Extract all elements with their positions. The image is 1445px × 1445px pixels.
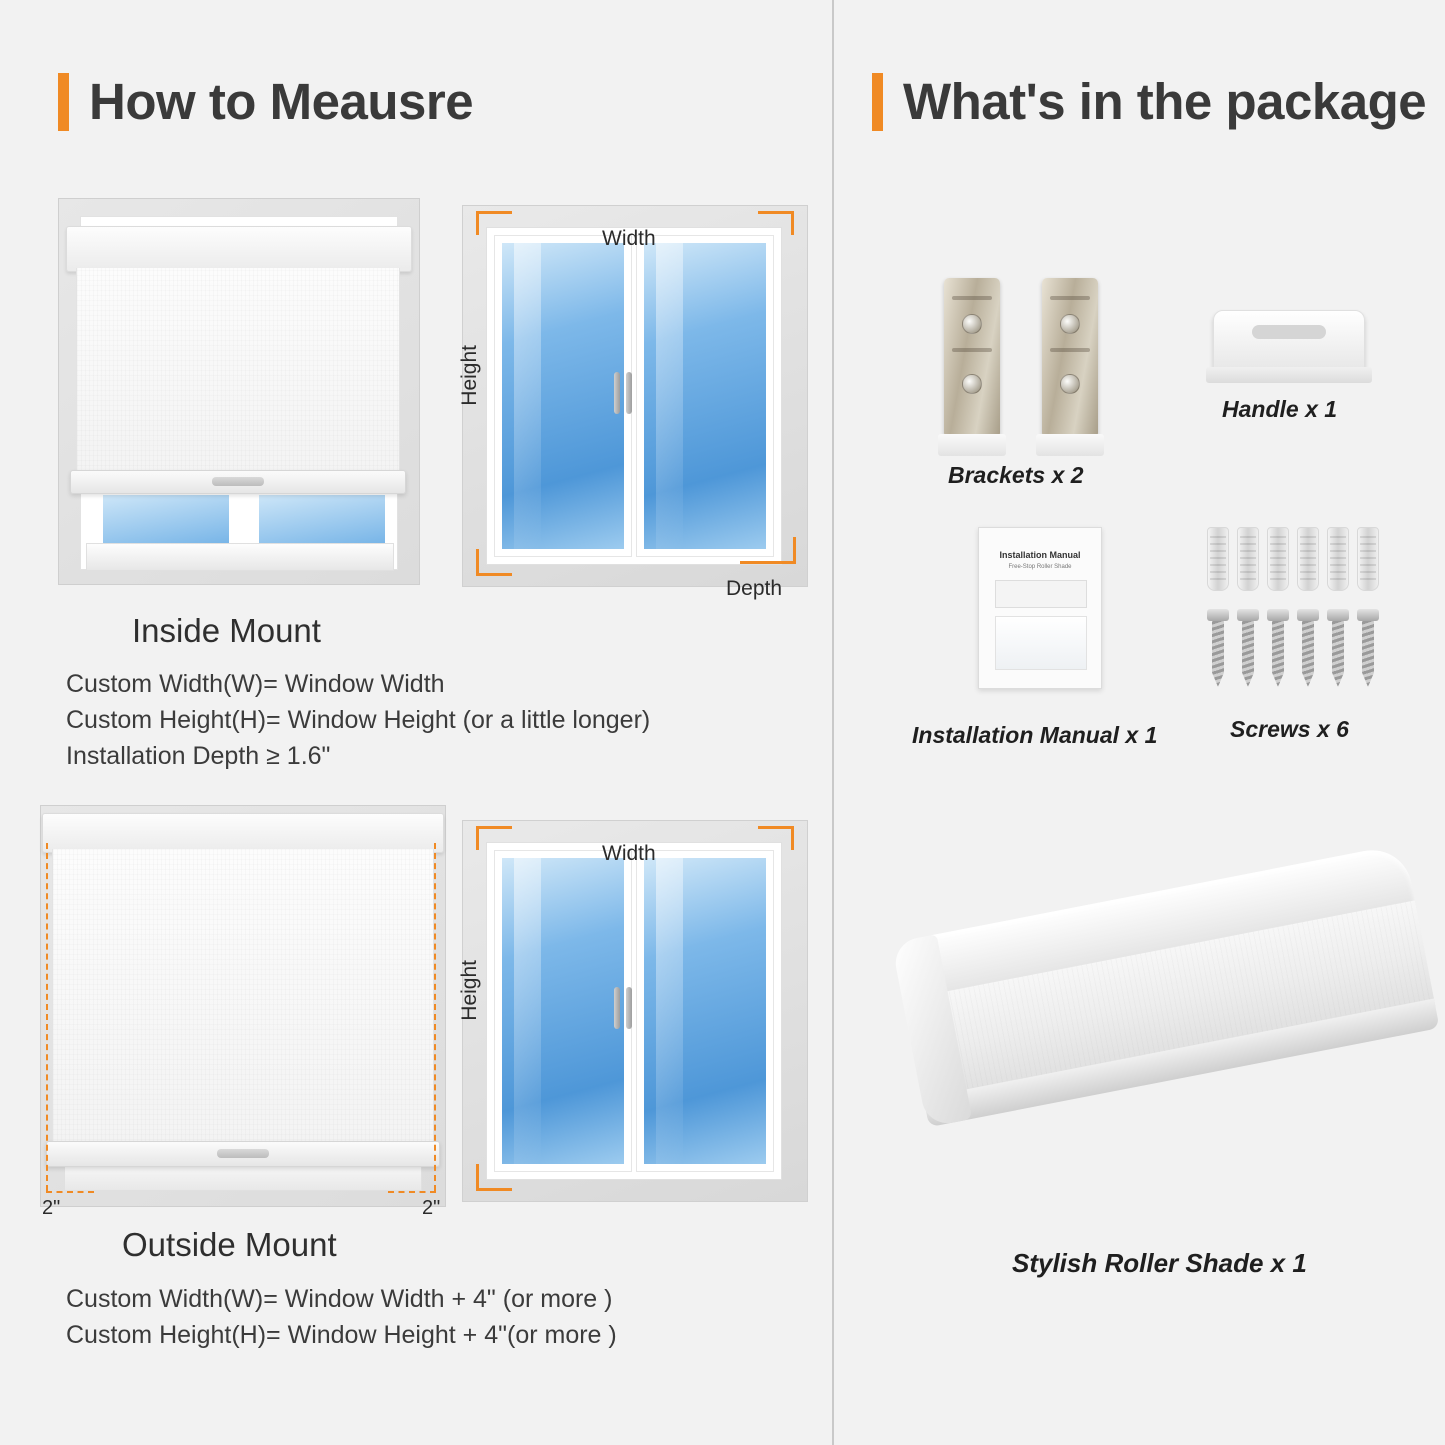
screw-1 bbox=[1211, 609, 1225, 687]
screw-4 bbox=[1301, 609, 1315, 687]
handle-caption: Handle x 1 bbox=[1222, 396, 1338, 422]
inside-mount-shade-illustration bbox=[58, 198, 418, 583]
measure-mark-depth-v bbox=[793, 537, 796, 563]
measure-mark-corner-bl bbox=[476, 549, 479, 573]
measure-mark-corner-tr bbox=[791, 826, 794, 850]
manual-cover-image bbox=[995, 616, 1087, 670]
measure-mark-bottom-left bbox=[476, 573, 512, 576]
handle-illustration bbox=[1205, 310, 1371, 396]
wall-anchor-3 bbox=[1267, 527, 1289, 591]
manual-caption: Installation Manual x 1 bbox=[912, 722, 1158, 748]
measure-mark-top-right bbox=[758, 211, 794, 214]
label-right-overhang: 2" bbox=[422, 1197, 441, 1219]
handle-slot bbox=[1252, 325, 1326, 339]
wall-anchor-1 bbox=[1207, 527, 1229, 591]
shade-fabric bbox=[52, 849, 434, 1145]
bracket-part-2 bbox=[1042, 278, 1098, 438]
shade-bottom-rail bbox=[46, 1141, 440, 1167]
screws-illustration bbox=[1205, 527, 1375, 697]
handle-part bbox=[1213, 310, 1365, 374]
label-width-outside: Width bbox=[602, 842, 656, 865]
window-handle-left bbox=[611, 372, 637, 416]
window-sash-right bbox=[637, 236, 773, 556]
measure-mark-corner-bl bbox=[476, 1164, 479, 1188]
window-sash-left bbox=[495, 236, 631, 556]
wall-anchor-2 bbox=[1237, 527, 1259, 591]
window-handle-left bbox=[611, 987, 637, 1031]
inside-mount-window-diagram bbox=[458, 205, 806, 600]
measure-mark-top-right bbox=[758, 826, 794, 829]
outside-mount-spec-1: Custom Width(W)= Window Width + 4" (or more ) bbox=[66, 1285, 613, 1313]
bracket-foot bbox=[1036, 434, 1104, 456]
window-frame bbox=[486, 842, 782, 1180]
shade-fabric bbox=[76, 268, 400, 476]
screw-2 bbox=[1241, 609, 1255, 687]
left-heading-text: How to Meausre bbox=[89, 73, 474, 130]
outside-mount-title: Outside Mount bbox=[122, 1226, 337, 1263]
panel-divider bbox=[832, 0, 834, 1445]
handle-base bbox=[1206, 367, 1372, 383]
screws-caption: Screws x 6 bbox=[1230, 716, 1349, 742]
measure-mark-top-left bbox=[476, 826, 512, 829]
inside-mount-spec-2: Custom Height(H)= Window Height (or a little longer) bbox=[66, 706, 651, 734]
manual-steps-row bbox=[995, 580, 1087, 608]
label-height-inside: Height bbox=[458, 345, 481, 406]
wall-anchor-4 bbox=[1297, 527, 1319, 591]
manual-cover-subtitle: Free-Stop Roller Shade bbox=[1008, 564, 1072, 570]
installation-manual-part bbox=[978, 527, 1102, 689]
bracket-part-1 bbox=[944, 278, 1000, 438]
label-height-outside: Height bbox=[458, 960, 481, 1021]
roller-shade-part bbox=[893, 843, 1445, 1266]
measure-mark-top-left bbox=[476, 211, 512, 214]
outside-mount-window-diagram bbox=[458, 820, 806, 1200]
screw-3 bbox=[1271, 609, 1285, 687]
outside-mount-spec-2: Custom Height(H)= Window Height + 4"(or more ) bbox=[66, 1321, 617, 1349]
window-sill bbox=[86, 543, 394, 571]
overhang-guide-left bbox=[46, 843, 48, 1191]
bracket-foot bbox=[938, 434, 1006, 456]
brackets-caption: Brackets x 2 bbox=[948, 462, 1084, 488]
roller-shade-illustration bbox=[920, 890, 1440, 1220]
brackets-illustration bbox=[938, 278, 1110, 458]
window-glass-left bbox=[98, 490, 234, 550]
window-frame bbox=[486, 227, 782, 565]
measure-mark-corner-tr bbox=[791, 211, 794, 235]
wall-anchor-5 bbox=[1327, 527, 1349, 591]
shade-headrail bbox=[66, 226, 412, 272]
window-glass-right bbox=[254, 490, 390, 550]
wall-anchor-6 bbox=[1357, 527, 1379, 591]
label-left-overhang: 2" bbox=[42, 1197, 61, 1219]
window-sash-left bbox=[495, 851, 631, 1171]
right-panel-heading bbox=[872, 72, 1426, 131]
inside-mount-spec-3: Installation Depth ≥ 1.6" bbox=[66, 742, 331, 770]
window-sash-right bbox=[637, 851, 773, 1171]
outside-mount-shade-illustration bbox=[40, 805, 444, 1219]
inside-mount-spec-1: Custom Width(W)= Window Width bbox=[66, 670, 445, 698]
heading-accent-bar bbox=[872, 73, 883, 131]
shade-headrail bbox=[42, 813, 444, 853]
manual-illustration bbox=[978, 527, 1108, 693]
measure-mark-corner-tl bbox=[476, 211, 479, 235]
measure-mark-depth bbox=[740, 561, 796, 564]
overhang-measure-right bbox=[388, 1191, 436, 1193]
measure-mark-bottom-left bbox=[476, 1188, 512, 1191]
left-panel-heading bbox=[58, 72, 473, 131]
label-depth-inside: Depth bbox=[726, 577, 783, 600]
label-width-inside: Width bbox=[602, 227, 656, 250]
shade-bottom-rail bbox=[70, 470, 406, 494]
shade-rail-handle bbox=[217, 1149, 269, 1158]
manual-cover-title: Installation Manual bbox=[999, 550, 1081, 560]
overhang-measure-left bbox=[46, 1191, 94, 1193]
right-heading-text: What's in the package bbox=[903, 73, 1427, 130]
screw-5 bbox=[1331, 609, 1345, 687]
shade-rail-handle bbox=[212, 477, 264, 486]
overhang-guide-right bbox=[434, 843, 436, 1191]
inside-mount-title: Inside Mount bbox=[132, 612, 321, 649]
heading-accent-bar bbox=[58, 73, 69, 131]
screw-6 bbox=[1361, 609, 1375, 687]
measure-mark-corner-tl bbox=[476, 826, 479, 850]
roller-shade-caption: Stylish Roller Shade x 1 bbox=[1012, 1248, 1307, 1278]
